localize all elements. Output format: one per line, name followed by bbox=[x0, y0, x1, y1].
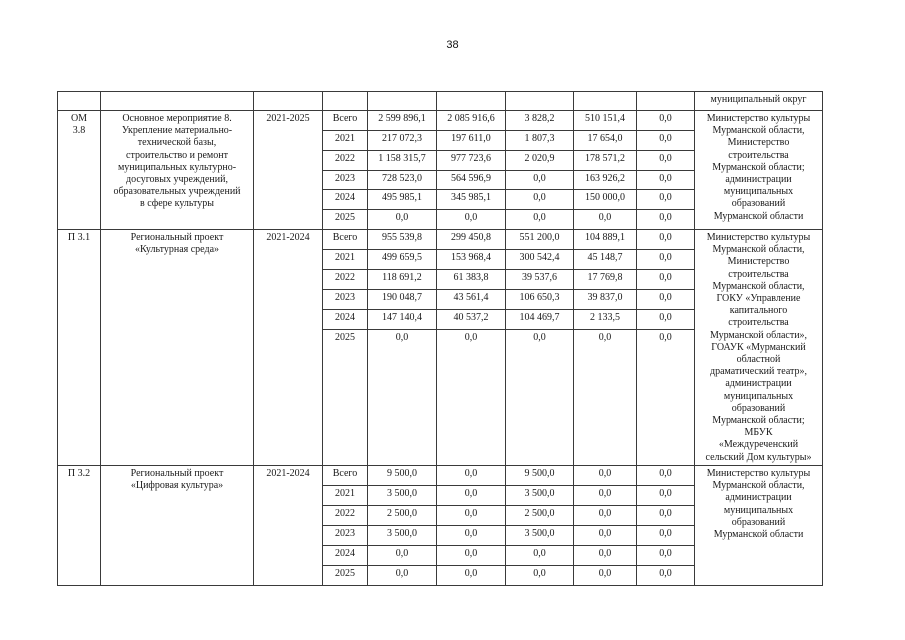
empty-cell bbox=[323, 92, 368, 111]
amount-cell: 0,0 bbox=[637, 190, 695, 210]
empty-cell bbox=[506, 92, 574, 111]
amount-cell: 104 889,1 bbox=[574, 230, 637, 250]
amount-cell: 0,0 bbox=[637, 290, 695, 310]
amount-cell: 163 926,2 bbox=[574, 171, 637, 190]
amount-cell: 45 148,7 bbox=[574, 250, 637, 270]
amount-cell: 0,0 bbox=[506, 330, 574, 466]
table-row bbox=[58, 466, 823, 486]
amount-cell: 61 383,8 bbox=[437, 270, 506, 290]
amount-cell: 0,0 bbox=[437, 566, 506, 586]
empty-cell bbox=[574, 92, 637, 111]
empty-cell bbox=[58, 92, 101, 111]
amount-cell: 190 048,7 bbox=[368, 290, 437, 310]
amount-cell: 0,0 bbox=[637, 131, 695, 151]
amount-cell: 1 158 315,7 bbox=[368, 151, 437, 171]
amount-cell: 217 072,3 bbox=[368, 131, 437, 151]
amount-cell: 2 500,0 bbox=[506, 506, 574, 526]
amount-cell: 0,0 bbox=[506, 190, 574, 210]
year-cell: 2024 bbox=[323, 190, 368, 210]
amount-cell: 0,0 bbox=[437, 466, 506, 486]
amount-cell: 0,0 bbox=[637, 330, 695, 466]
page-number: 38 bbox=[446, 39, 459, 51]
continuation-row bbox=[58, 92, 823, 111]
amount-cell: 1 807,3 bbox=[506, 131, 574, 151]
amount-cell: 150 000,0 bbox=[574, 190, 637, 210]
amount-cell: 551 200,0 bbox=[506, 230, 574, 250]
amount-cell: 118 691,2 bbox=[368, 270, 437, 290]
amount-cell: 0,0 bbox=[574, 486, 637, 506]
amount-cell: 106 650,3 bbox=[506, 290, 574, 310]
year-cell: 2022 bbox=[323, 506, 368, 526]
amount-cell: 147 140,4 bbox=[368, 310, 437, 330]
year-cell: 2025 bbox=[323, 330, 368, 466]
amount-cell: 0,0 bbox=[506, 171, 574, 190]
year-cell: 2021 bbox=[323, 486, 368, 506]
event-period: 2021-2024 bbox=[254, 466, 323, 586]
year-cell: 2022 bbox=[323, 270, 368, 290]
amount-cell: 2 020,9 bbox=[506, 151, 574, 171]
responsible-executors: Министерство культуры Мурманской области, Министерство строительства Мурманской области; администрации муниципальных образований Мурманской области bbox=[695, 111, 823, 230]
responsible-executors: муниципальный округ bbox=[695, 92, 823, 111]
amount-cell: 0,0 bbox=[368, 546, 437, 566]
year-cell: Всего bbox=[323, 111, 368, 131]
amount-cell: 0,0 bbox=[574, 526, 637, 546]
amount-cell: 3 500,0 bbox=[368, 526, 437, 546]
amount-cell: 0,0 bbox=[637, 270, 695, 290]
amount-cell: 0,0 bbox=[574, 546, 637, 566]
year-cell: 2025 bbox=[323, 210, 368, 230]
amount-cell: 43 561,4 bbox=[437, 290, 506, 310]
amount-cell: 9 500,0 bbox=[368, 466, 437, 486]
amount-cell: 0,0 bbox=[574, 506, 637, 526]
year-cell: 2021 bbox=[323, 131, 368, 151]
amount-cell: 3 500,0 bbox=[506, 486, 574, 506]
amount-cell: 9 500,0 bbox=[506, 466, 574, 486]
amount-cell: 0,0 bbox=[637, 230, 695, 250]
event-title: Региональный проект «Культурная среда» bbox=[101, 230, 254, 466]
amount-cell: 2 599 896,1 bbox=[368, 111, 437, 131]
table-row bbox=[58, 111, 823, 131]
amount-cell: 39 837,0 bbox=[574, 290, 637, 310]
amount-cell: 17 769,8 bbox=[574, 270, 637, 290]
amount-cell: 0,0 bbox=[574, 466, 637, 486]
amount-cell: 2 085 916,6 bbox=[437, 111, 506, 131]
amount-cell: 0,0 bbox=[637, 250, 695, 270]
budget-table bbox=[57, 91, 823, 586]
amount-cell: 3 500,0 bbox=[368, 486, 437, 506]
year-cell: Всего bbox=[323, 230, 368, 250]
year-cell: 2024 bbox=[323, 546, 368, 566]
amount-cell: 0,0 bbox=[637, 526, 695, 546]
amount-cell: 0,0 bbox=[637, 111, 695, 131]
amount-cell: 0,0 bbox=[506, 210, 574, 230]
amount-cell: 0,0 bbox=[368, 210, 437, 230]
amount-cell: 153 968,4 bbox=[437, 250, 506, 270]
amount-cell: 499 659,5 bbox=[368, 250, 437, 270]
empty-cell bbox=[254, 92, 323, 111]
amount-cell: 40 537,2 bbox=[437, 310, 506, 330]
amount-cell: 0,0 bbox=[637, 171, 695, 190]
amount-cell: 0,0 bbox=[437, 546, 506, 566]
amount-cell: 300 542,4 bbox=[506, 250, 574, 270]
amount-cell: 0,0 bbox=[437, 526, 506, 546]
amount-cell: 495 985,1 bbox=[368, 190, 437, 210]
amount-cell: 0,0 bbox=[637, 546, 695, 566]
amount-cell: 0,0 bbox=[437, 210, 506, 230]
amount-cell: 0,0 bbox=[574, 566, 637, 586]
amount-cell: 197 611,0 bbox=[437, 131, 506, 151]
event-code: ОМ 3.8 bbox=[58, 111, 101, 230]
amount-cell: 0,0 bbox=[368, 330, 437, 466]
amount-cell: 0,0 bbox=[637, 486, 695, 506]
empty-cell bbox=[101, 92, 254, 111]
empty-cell bbox=[437, 92, 506, 111]
amount-cell: 0,0 bbox=[637, 210, 695, 230]
year-cell: 2023 bbox=[323, 171, 368, 190]
amount-cell: 345 985,1 bbox=[437, 190, 506, 210]
empty-cell bbox=[368, 92, 437, 111]
amount-cell: 3 500,0 bbox=[506, 526, 574, 546]
amount-cell: 0,0 bbox=[637, 310, 695, 330]
amount-cell: 510 151,4 bbox=[574, 111, 637, 131]
table-row bbox=[58, 230, 823, 250]
amount-cell: 104 469,7 bbox=[506, 310, 574, 330]
amount-cell: 0,0 bbox=[637, 151, 695, 171]
amount-cell: 564 596,9 bbox=[437, 171, 506, 190]
year-cell: Всего bbox=[323, 466, 368, 486]
amount-cell: 17 654,0 bbox=[574, 131, 637, 151]
empty-cell bbox=[637, 92, 695, 111]
event-period: 2021-2024 bbox=[254, 230, 323, 466]
amount-cell: 178 571,2 bbox=[574, 151, 637, 171]
amount-cell: 299 450,8 bbox=[437, 230, 506, 250]
amount-cell: 0,0 bbox=[637, 466, 695, 486]
year-cell: 2023 bbox=[323, 526, 368, 546]
event-period: 2021-2025 bbox=[254, 111, 323, 230]
event-code: П 3.2 bbox=[58, 466, 101, 586]
event-title: Региональный проект «Цифровая культура» bbox=[101, 466, 254, 586]
year-cell: 2025 bbox=[323, 566, 368, 586]
responsible-executors: Министерство культуры Мурманской области, Министерство строительства Мурманской области, ГОКУ «Управление капитального строительства Мурманской области», ГОАУК «Мурманский областной драматический театр», администрации муниципальных образований Мурманской области; МБУК «Междуреченский сельский Дом культуры» bbox=[695, 230, 823, 466]
amount-cell: 0,0 bbox=[637, 506, 695, 526]
year-cell: 2022 bbox=[323, 151, 368, 171]
year-cell: 2021 bbox=[323, 250, 368, 270]
amount-cell: 0,0 bbox=[506, 546, 574, 566]
amount-cell: 0,0 bbox=[506, 566, 574, 586]
amount-cell: 0,0 bbox=[437, 486, 506, 506]
amount-cell: 0,0 bbox=[637, 566, 695, 586]
year-cell: 2023 bbox=[323, 290, 368, 310]
amount-cell: 39 537,6 bbox=[506, 270, 574, 290]
event-title: Основное мероприятие 8. Укрепление материально- технической базы, строительство и ремонт муниципальных культурно- досуговых учреждений, образовательных учреждений в сфере культуры bbox=[101, 111, 254, 230]
event-code: П 3.1 bbox=[58, 230, 101, 466]
amount-cell: 977 723,6 bbox=[437, 151, 506, 171]
amount-cell: 0,0 bbox=[574, 330, 637, 466]
amount-cell: 728 523,0 bbox=[368, 171, 437, 190]
amount-cell: 2 133,5 bbox=[574, 310, 637, 330]
responsible-executors: Министерство культуры Мурманской области, администрации муниципальных образований Мурманской области bbox=[695, 466, 823, 586]
amount-cell: 0,0 bbox=[574, 210, 637, 230]
amount-cell: 3 828,2 bbox=[506, 111, 574, 131]
amount-cell: 0,0 bbox=[437, 506, 506, 526]
amount-cell: 955 539,8 bbox=[368, 230, 437, 250]
amount-cell: 0,0 bbox=[368, 566, 437, 586]
year-cell: 2024 bbox=[323, 310, 368, 330]
amount-cell: 0,0 bbox=[437, 330, 506, 466]
amount-cell: 2 500,0 bbox=[368, 506, 437, 526]
